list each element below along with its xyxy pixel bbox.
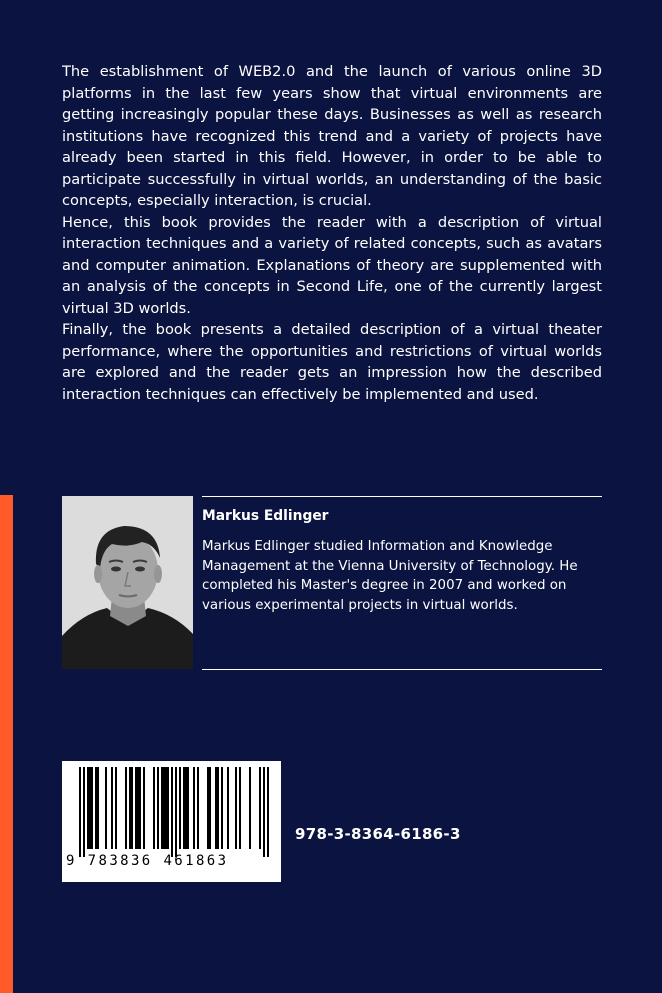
- barcode-bar: [183, 767, 185, 849]
- blurb-paragraph-2: Hence, this book provides the reader with a description of virtual interaction techniques and a variety of related concepts, such as avatars and computer animation. Explanations of theory are supplemented with an analysis of the concepts in Second Life, one of the currently largest virtual 3D worlds.: [62, 213, 602, 317]
- barcode-bar: [179, 767, 181, 849]
- barcode-bar: [89, 767, 91, 849]
- barcode-bar: [207, 767, 209, 849]
- barcode-bar: [161, 767, 163, 849]
- barcode-bar: [227, 767, 229, 849]
- back-cover-blurb: [62, 61, 602, 405]
- barcode-bar: [129, 767, 131, 849]
- barcode-bar: [217, 767, 219, 849]
- barcode-bar: [171, 767, 173, 857]
- author-section-bottom-rule: [202, 669, 602, 670]
- barcode-bar: [215, 767, 217, 849]
- barcode-bar: [163, 767, 165, 849]
- barcode-bar: [193, 767, 195, 849]
- blurb-paragraph-1: The establishment of WEB2.0 and the launch of various online 3D platforms in the last few years show that virtual environments are getting increasingly popular these days. Businesses as well as research institutions have recognized this trend and a variety of projects have already been started in this field. However, in order to be able to participate successfully in virtual worlds, an understanding of the basic concepts, especially interaction, is crucial.: [62, 63, 602, 209]
- author-section-top-rule: [202, 496, 602, 497]
- barcode-bar: [209, 767, 211, 849]
- barcode-bar: [143, 767, 145, 849]
- barcode-bar: [125, 767, 127, 849]
- barcode-bar: [105, 767, 107, 849]
- barcode-bar: [97, 767, 99, 849]
- author-photo: [62, 496, 193, 669]
- barcode-bar: [131, 767, 133, 849]
- barcode-bar: [87, 767, 89, 849]
- barcode-bar: [221, 767, 223, 849]
- barcode-bar: [153, 767, 155, 849]
- barcode-digits: 9 783836 461863: [66, 853, 229, 869]
- barcode-bar: [115, 767, 117, 849]
- barcode-bar: [95, 767, 97, 849]
- barcode-bar: [157, 767, 159, 849]
- barcode-bar: [259, 767, 261, 849]
- blurb-paragraph-3: Finally, the book presents a detailed description of a virtual theater performance, where the opportunities and restrictions of virtual worlds are explored and the reader gets an impression how the described interaction techniques can effectively be implemented and used.: [62, 321, 602, 403]
- barcode-bar: [83, 767, 85, 857]
- orange-spine-strip: [0, 495, 13, 993]
- barcode-bar: [175, 767, 177, 857]
- barcode-bar: [239, 767, 241, 849]
- barcode-bar: [165, 767, 167, 849]
- barcode-bar: [185, 767, 187, 849]
- barcode-bar: [139, 767, 141, 849]
- barcode-bar: [91, 767, 93, 849]
- author-bio: Markus Edlinger studied Information and Knowledge Management at the Vienna University of Technology. He completed his Master's degree in 2007 and worked on various experimental projects in virtual worlds.: [202, 539, 578, 613]
- barcode-bar: [79, 767, 81, 857]
- barcode-bar: [111, 767, 113, 849]
- barcode-bar: [267, 767, 269, 857]
- isbn-number: 978-3-8364-6186-3: [295, 825, 461, 843]
- barcode-bar: [167, 767, 169, 849]
- barcode-bar: [187, 767, 189, 849]
- barcode-bar: [263, 767, 265, 857]
- author-name: Markus Edlinger: [202, 508, 329, 524]
- barcode-bar: [235, 767, 237, 849]
- barcode-bar: [135, 767, 137, 849]
- barcode-bar: [249, 767, 251, 849]
- barcode-bar: [197, 767, 199, 849]
- barcode-bar: [137, 767, 139, 849]
